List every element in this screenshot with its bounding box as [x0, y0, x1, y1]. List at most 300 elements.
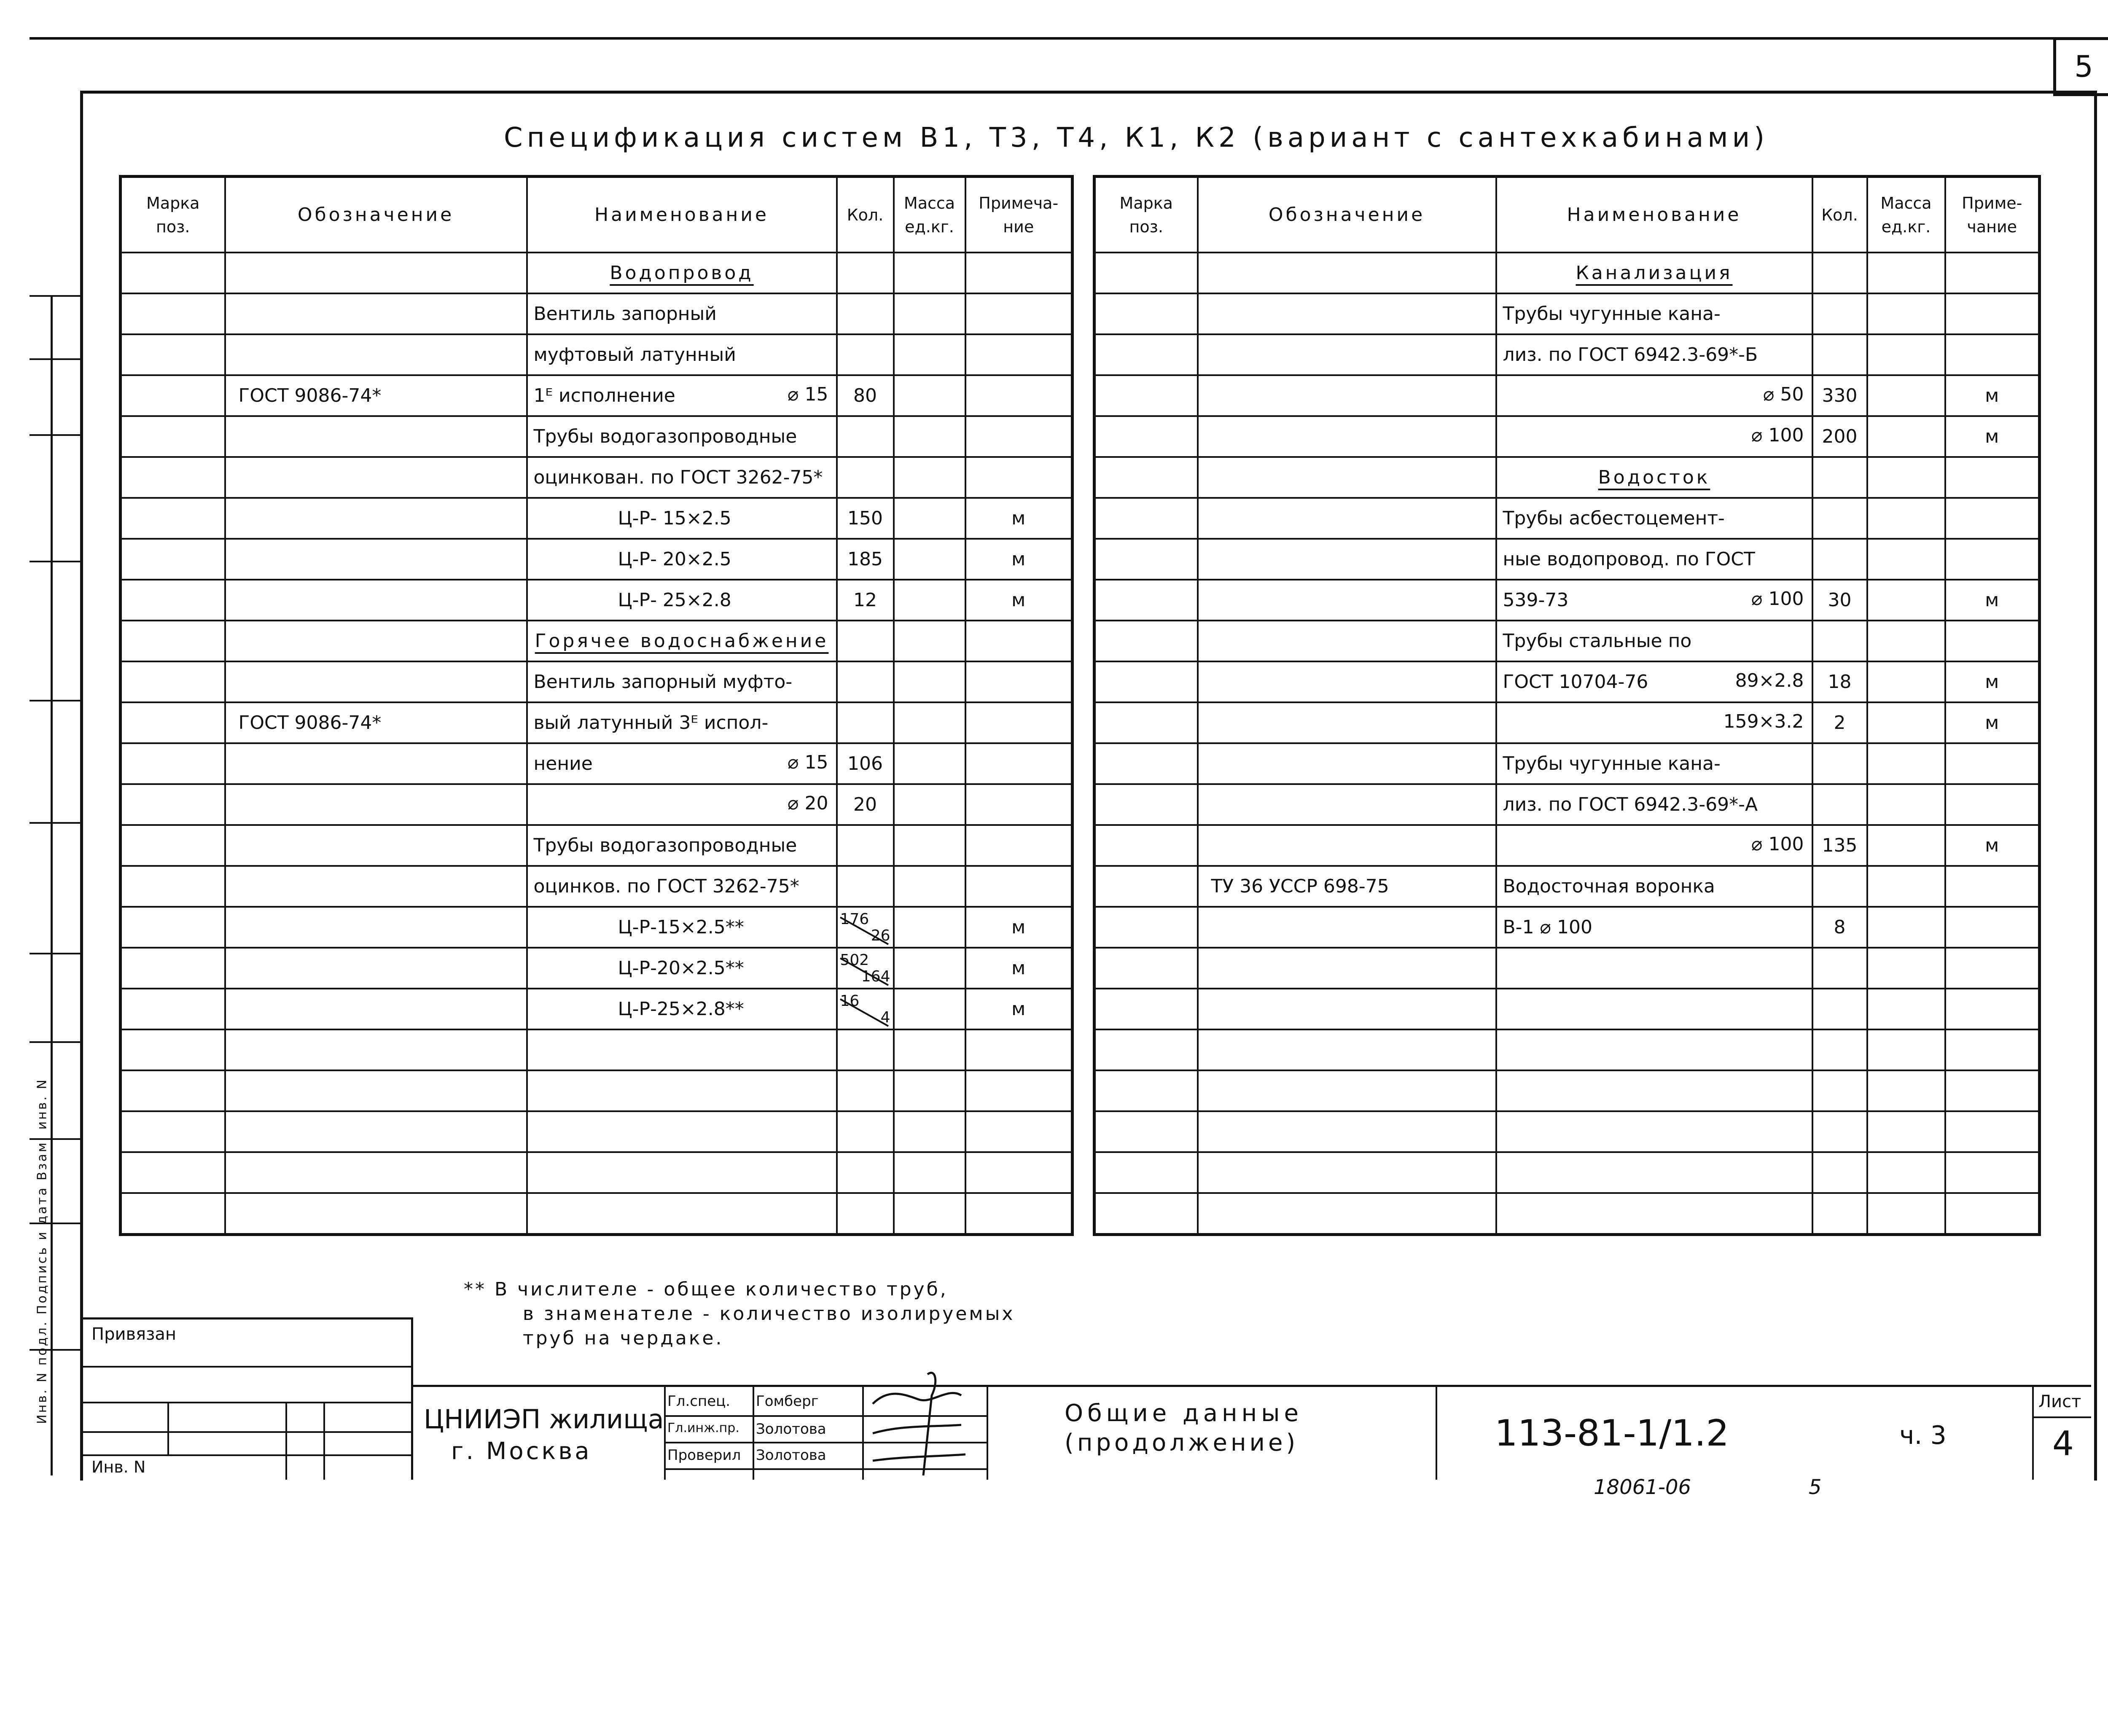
table-row: [121, 743, 1073, 784]
mass-cell: [1867, 661, 1945, 702]
table-row: [121, 1029, 1073, 1070]
role-2: Гл.инж.пр.: [667, 1421, 739, 1435]
sheet-label: Лист: [2038, 1392, 2081, 1411]
item-name: нение: [533, 753, 593, 774]
designation-cell: [225, 580, 527, 621]
mark-cell: [1094, 1029, 1198, 1070]
mass-cell: [894, 1193, 965, 1235]
dimension: ⌀ 100: [1751, 833, 1804, 855]
table-row: [1094, 948, 2040, 989]
qty-cell: [837, 661, 894, 702]
qty-numerator: 16: [840, 992, 860, 1010]
designation-cell: ГОСТ 9086-74*: [225, 375, 527, 416]
note-cell: м: [965, 989, 1073, 1029]
mark-cell: [121, 375, 225, 416]
item-name: оцинкован. по ГОСТ 3262-75*: [533, 467, 823, 488]
name-cell: [527, 1193, 837, 1235]
name-cell: [527, 784, 837, 825]
mass-cell: [1867, 702, 1945, 743]
designation-cell: [225, 621, 527, 661]
item-name: Ц-Р-20×2.5**: [618, 957, 744, 979]
mass-cell: [894, 293, 965, 334]
name-cell: [1496, 621, 1812, 661]
item-name: Ц-Р- 15×2.5: [618, 508, 731, 529]
header-mark: Марка поз.: [121, 177, 225, 253]
name-cell: [1496, 743, 1812, 784]
note-cell: [1945, 948, 2040, 989]
name-cell: [1496, 1111, 1812, 1152]
qty-cell: [837, 293, 894, 334]
table-row: [1094, 416, 2040, 457]
table-row: [121, 253, 1073, 293]
name-cell: [1496, 866, 1812, 907]
designation-cell: [225, 293, 527, 334]
mark-cell: [1094, 375, 1198, 416]
note-cell: [965, 375, 1073, 416]
mass-cell: [894, 621, 965, 661]
name-cell: [1496, 661, 1812, 702]
header-designation: Обозначение: [225, 177, 527, 253]
mark-cell: [1094, 293, 1198, 334]
designation-cell: [225, 1193, 527, 1235]
mark-cell: [121, 948, 225, 989]
name-cell: [527, 539, 837, 580]
table-row: [1094, 1029, 2040, 1070]
table-row: [121, 825, 1073, 866]
note-cell: [1945, 621, 2040, 661]
mass-cell: [1867, 580, 1945, 621]
side-labels: Инв. N подл. Подпись и дата Взам. инв. N: [35, 1078, 50, 1424]
header-designation: Обозначение: [1198, 177, 1496, 253]
qty-cell: [1812, 621, 1867, 661]
note-cell: [1945, 1152, 2040, 1193]
mass-cell: [894, 580, 965, 621]
qty-fraction: [838, 909, 893, 946]
qty-cell: 12: [837, 580, 894, 621]
mass-cell: [1867, 621, 1945, 661]
designation-cell: [225, 743, 527, 784]
dimension: ⌀ 20: [788, 793, 828, 814]
mass-cell: [1867, 1193, 1945, 1235]
item-name: Трубы стальные по: [1503, 630, 1692, 652]
qty-cell: 18: [1812, 661, 1867, 702]
dimension: ⌀ 15: [788, 752, 828, 773]
mass-cell: [1867, 253, 1945, 293]
note-cell: [965, 702, 1073, 743]
mass-cell: [894, 1152, 965, 1193]
qty-cell: [1812, 1111, 1867, 1152]
table-row: [121, 866, 1073, 907]
mark-cell: [121, 866, 225, 907]
mass-cell: [894, 866, 965, 907]
designation-cell: [1198, 1111, 1496, 1152]
designation-cell: [225, 661, 527, 702]
privyazan-box: [83, 1317, 413, 1480]
designation-cell: [225, 1029, 527, 1070]
table-row: [1094, 784, 2040, 825]
designation-cell: [225, 948, 527, 989]
role-name-1: Гомберг: [756, 1393, 819, 1410]
footnote-line-2: в знаменателе - количество изолируемых: [523, 1303, 1015, 1325]
name-cell: [1496, 1152, 1812, 1193]
designation-cell: [225, 498, 527, 539]
designation-cell: [1198, 661, 1496, 702]
name-cell: [527, 661, 837, 702]
table-row: [121, 784, 1073, 825]
table-row: [121, 375, 1073, 416]
name-cell: [527, 1152, 837, 1193]
note-cell: [965, 1193, 1073, 1235]
inv-label: Инв. N: [91, 1458, 146, 1476]
section-heading: Водосток: [1598, 467, 1710, 488]
org-city: г. Москва: [451, 1438, 592, 1465]
note-cell: [1945, 784, 2040, 825]
table-row: [121, 948, 1073, 989]
note-cell: [965, 293, 1073, 334]
mass-cell: [1867, 334, 1945, 375]
designation-cell: [1198, 948, 1496, 989]
name-cell: [527, 1111, 837, 1152]
note-cell: [1945, 989, 2040, 1029]
designation-cell: [1198, 1193, 1496, 1235]
qty-cell: 185: [837, 539, 894, 580]
section-heading: Канализация: [1576, 262, 1733, 284]
mark-cell: [1094, 825, 1198, 866]
name-cell: [527, 825, 837, 866]
designation-cell: [225, 784, 527, 825]
qty-cell: [1812, 334, 1867, 375]
note-cell: [1945, 253, 2040, 293]
name-cell: [1496, 293, 1812, 334]
note-cell: [1945, 334, 2040, 375]
mark-cell: [121, 661, 225, 702]
role-name-2: Золотова: [756, 1421, 826, 1438]
handwritten-number: 18061-06: [1594, 1475, 1691, 1499]
item-name: Трубы асбестоцемент-: [1503, 508, 1725, 529]
mass-cell: [894, 784, 965, 825]
table-row: [1094, 1111, 2040, 1152]
table-row: [1094, 621, 2040, 661]
item-name: Ц-Р-15×2.5**: [618, 916, 744, 938]
item-name: Водосточная воронка: [1503, 876, 1715, 897]
qty-cell: [837, 1152, 894, 1193]
item-name: Ц-Р- 20×2.5: [618, 548, 731, 570]
name-cell: [1496, 1029, 1812, 1070]
designation-cell: [225, 416, 527, 457]
mass-cell: [1867, 948, 1945, 989]
mark-cell: [1094, 948, 1198, 989]
name-cell: [1496, 1193, 1812, 1235]
qty-cell: [1812, 1152, 1867, 1193]
designation-cell: [225, 825, 527, 866]
page-title: Спецификация систем В1, Т3, Т4, К1, К2 (вариант с сантехкабинами): [504, 122, 1769, 153]
note-cell: [1945, 539, 2040, 580]
note-cell: [965, 1111, 1073, 1152]
dimension: 159×3.2: [1723, 711, 1804, 732]
mass-cell: [1867, 375, 1945, 416]
table-row: [1094, 334, 2040, 375]
item-name: Ц-Р-25×2.8**: [618, 998, 744, 1020]
note-cell: м: [965, 948, 1073, 989]
item-name: вый латунный 3ᴱ испол-: [533, 712, 769, 734]
name-cell: [1496, 375, 1812, 416]
mass-cell: [894, 825, 965, 866]
qty-cell: [1812, 253, 1867, 293]
doc-title-2: (продолжение): [1065, 1429, 1299, 1457]
mark-cell: [121, 621, 225, 661]
mark-cell: [1094, 334, 1198, 375]
qty-cell: [837, 866, 894, 907]
note-cell: м: [1945, 416, 2040, 457]
item-name: Ц-Р- 25×2.8: [618, 589, 731, 611]
mass-cell: [1867, 539, 1945, 580]
table-row: [1094, 580, 2040, 621]
note-cell: м: [965, 498, 1073, 539]
item-name: Трубы чугунные кана-: [1503, 303, 1721, 325]
mark-cell: [121, 293, 225, 334]
item-name: ные водопровод. по ГОСТ: [1503, 548, 1755, 570]
mass-cell: [1867, 1152, 1945, 1193]
doc-code: 113-81-1/1.2: [1495, 1412, 1729, 1454]
qty-cell: 30: [1812, 580, 1867, 621]
note-cell: [1945, 866, 2040, 907]
mass-cell: [894, 253, 965, 293]
mark-cell: [121, 334, 225, 375]
name-cell: [527, 702, 837, 743]
designation-cell: [1198, 1070, 1496, 1111]
designation-cell: [1198, 743, 1496, 784]
mark-cell: [121, 1152, 225, 1193]
name-cell: [1496, 907, 1812, 948]
mass-cell: [1867, 1111, 1945, 1152]
qty-denominator: 26: [871, 927, 890, 944]
name-cell: [527, 907, 837, 948]
mark-cell: [1094, 1193, 1198, 1235]
note-cell: [965, 334, 1073, 375]
item-name: Трубы водогазопроводные: [533, 835, 797, 856]
doc-title-1: Общие данные: [1065, 1400, 1303, 1427]
item-name: лиз. по ГОСТ 6942.3-69*-Б: [1503, 344, 1758, 365]
name-cell: [527, 621, 837, 661]
name-cell: [1496, 989, 1812, 1029]
doc-part: ч. 3: [1899, 1421, 1947, 1450]
note-cell: [1945, 457, 2040, 498]
qty-cell: [837, 416, 894, 457]
mark-cell: [1094, 661, 1198, 702]
item-name: Вентиль запорный муфто-: [533, 671, 793, 693]
mark-cell: [1094, 989, 1198, 1029]
item-name: 1ᴱ исполнение: [533, 385, 675, 406]
designation-cell: [1198, 1152, 1496, 1193]
table-row: [121, 702, 1073, 743]
item-name: 539-73: [1503, 589, 1569, 611]
mass-cell: [894, 1111, 965, 1152]
mark-cell: [121, 457, 225, 498]
mass-cell: [1867, 743, 1945, 784]
qty-cell: [837, 702, 894, 743]
name-cell: [527, 416, 837, 457]
qty-cell: [837, 253, 894, 293]
designation-cell: [225, 539, 527, 580]
mark-cell: [1094, 498, 1198, 539]
mark-cell: [1094, 1070, 1198, 1111]
designation-cell: [1198, 334, 1496, 375]
table-row: [121, 334, 1073, 375]
name-cell: [527, 1029, 837, 1070]
table-row: [121, 1193, 1073, 1235]
table-row: [1094, 866, 2040, 907]
qty-cell: [837, 825, 894, 866]
mass-cell: [894, 661, 965, 702]
mass-cell: [894, 1029, 965, 1070]
header-mass: Масса ед.кг.: [1867, 177, 1945, 253]
table-row: [121, 1111, 1073, 1152]
qty-cell: [837, 1111, 894, 1152]
name-cell: [527, 948, 837, 989]
designation-cell: [1198, 580, 1496, 621]
qty-cell: 330: [1812, 375, 1867, 416]
header-name: Наименование: [527, 177, 837, 253]
qty-cell: [1812, 948, 1867, 989]
note-cell: [965, 416, 1073, 457]
mark-cell: [121, 784, 225, 825]
item-name: ГОСТ 10704-76: [1503, 671, 1648, 693]
note-cell: [1945, 1070, 2040, 1111]
role-name-3: Золотова: [756, 1447, 826, 1464]
mass-cell: [894, 1070, 965, 1111]
qty-cell: 20: [837, 784, 894, 825]
qty-cell: 106: [837, 743, 894, 784]
note-cell: [965, 1029, 1073, 1070]
qty-cell: 135: [1812, 825, 1867, 866]
mark-cell: [121, 1111, 225, 1152]
title-block: [411, 1385, 2091, 1480]
qty-denominator: 164: [861, 967, 890, 985]
table-row: [1094, 661, 2040, 702]
mass-cell: [1867, 293, 1945, 334]
item-name: муфтовый латунный: [533, 344, 736, 365]
header-qty: Кол.: [1812, 177, 1867, 253]
designation-cell: [1198, 907, 1496, 948]
spec-table-left: [119, 175, 1074, 1236]
mass-cell: [1867, 1029, 1945, 1070]
name-cell: [1496, 539, 1812, 580]
qty-cell: [1812, 866, 1867, 907]
mass-cell: [1867, 1070, 1945, 1111]
table-row: [1094, 293, 2040, 334]
dimension: ⌀ 100: [1751, 588, 1804, 610]
qty-numerator: 502: [840, 951, 869, 969]
designation-cell: [1198, 293, 1496, 334]
name-cell: [527, 375, 837, 416]
qty-cell: [837, 334, 894, 375]
name-cell: [527, 1070, 837, 1111]
mark-cell: [1094, 702, 1198, 743]
note-cell: м: [1945, 825, 2040, 866]
table-row: [121, 498, 1073, 539]
mass-cell: [1867, 989, 1945, 1029]
mark-cell: [121, 702, 225, 743]
mark-cell: [1094, 253, 1198, 293]
mark-cell: [1094, 743, 1198, 784]
item-name: лиз. по ГОСТ 6942.3-69*-А: [1503, 794, 1758, 815]
designation-cell: [1198, 253, 1496, 293]
table-row: [1094, 989, 2040, 1029]
header-mark: Марка поз.: [1094, 177, 1198, 253]
spec-table-right: [1093, 175, 2041, 1236]
note-cell: [965, 866, 1073, 907]
header-mass: Масса ед.кг.: [894, 177, 965, 253]
note-cell: [1945, 1193, 2040, 1235]
note-cell: м: [1945, 661, 2040, 702]
name-cell: [1496, 416, 1812, 457]
designation-cell: [1198, 702, 1496, 743]
designation-cell: [225, 1070, 527, 1111]
qty-cell: [837, 1029, 894, 1070]
dimension: ⌀ 15: [788, 384, 828, 405]
mark-cell: [1094, 416, 1198, 457]
mass-cell: [1867, 907, 1945, 948]
table-row: [121, 661, 1073, 702]
item-name: оцинков. по ГОСТ 3262-75*: [533, 876, 799, 897]
mass-cell: [894, 416, 965, 457]
section-heading: Водопровод: [610, 262, 754, 284]
designation-cell: [225, 1152, 527, 1193]
qty-cell: [1812, 784, 1867, 825]
note-cell: м: [1945, 580, 2040, 621]
qty-cell: [837, 948, 894, 989]
name-cell: [1496, 457, 1812, 498]
note-cell: [1945, 743, 2040, 784]
qty-cell: [1812, 293, 1867, 334]
table-row: [1094, 253, 2040, 293]
mass-cell: [894, 702, 965, 743]
mark-cell: [121, 1029, 225, 1070]
mark-cell: [1094, 457, 1198, 498]
mark-cell: [121, 498, 225, 539]
mass-cell: [1867, 498, 1945, 539]
qty-cell: 80: [837, 375, 894, 416]
qty-cell: [1812, 498, 1867, 539]
qty-fraction: [838, 950, 893, 987]
designation-cell: [1198, 825, 1496, 866]
note-cell: [965, 661, 1073, 702]
dimension: 89×2.8: [1735, 670, 1804, 691]
name-cell: [527, 580, 837, 621]
designation-cell: [225, 334, 527, 375]
item-name: В-1 ⌀ 100: [1503, 916, 1593, 938]
mark-cell: [121, 539, 225, 580]
mass-cell: [894, 334, 965, 375]
designation-cell: [1198, 416, 1496, 457]
note-cell: [965, 825, 1073, 866]
designation-cell: ТУ 36 УССР 698-75: [1198, 866, 1496, 907]
mark-cell: [121, 253, 225, 293]
note-cell: [1945, 1029, 2040, 1070]
mark-cell: [121, 743, 225, 784]
table-row: [1094, 375, 2040, 416]
designation-cell: [1198, 457, 1496, 498]
mark-cell: [1094, 621, 1198, 661]
table-row: [121, 293, 1073, 334]
name-cell: [527, 457, 837, 498]
item-name: Трубы чугунные кана-: [1503, 753, 1721, 774]
table-row: [1094, 498, 2040, 539]
name-cell: [1496, 784, 1812, 825]
table-row: [1094, 702, 2040, 743]
note-cell: [1945, 907, 2040, 948]
top-border-line: [30, 37, 2087, 40]
